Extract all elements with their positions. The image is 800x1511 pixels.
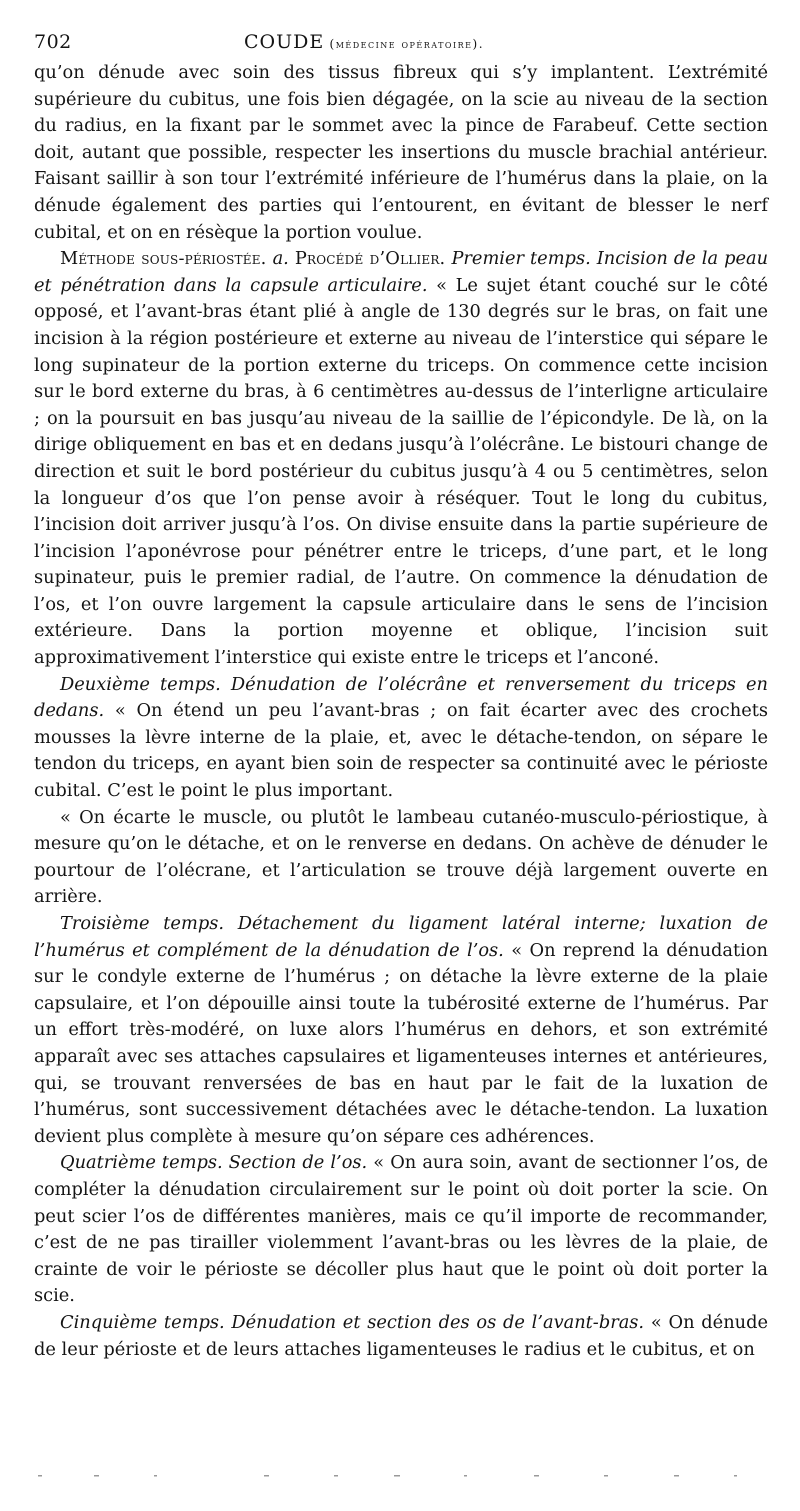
- step-text-fourth: « On aura soin, avant de sectionner l’os, de compléter la dénudation circulairement sur le point où doit porter la scie. On peut scier l’os de différentes manières, mais ce qu’il importe de recommander, c’est de ne pas tirailler violemment l’avant-bras ou les lèvres de la plaie, de crainte de voir le périoste se décoller plus haut que le point où doit porter la scie.: [34, 1152, 769, 1307]
- step-heading-third: Troisième temps. Détachement du ligament latéral interne; luxation de l’humérus et complément de la dénudation de l’os.: [34, 913, 768, 961]
- paragraph-fifth-step: [34, 1310, 768, 1363]
- running-title-main: COUDE: [244, 31, 325, 53]
- paragraph-third-step: [34, 911, 768, 1150]
- document-page: [34, 30, 768, 1510]
- step-text-first: « Le sujet étant couché sur le côté opposé, et l’avant-bras étant plié à angle de 130 degrés sur le bras, on fait une incision à la région postérieure et externe au niveau de l’interstice qui sépare le long supinateur de la portion externe du triceps. On commence cette incision sur le bord externe du bras, à 6 centimètres au-dessus de l’interligne articulaire ; on la poursuit en bas jusqu’au niveau de la saillie de l’épicondyle. De là, on la dirige obliquement en bas et en dedans jusqu’à l’olécrâne. Le bistouri change de direction et suit le bord postérieur du cubitus jusqu’à 4 ou 5 centimètres, selon la longueur d’os que l’on pense avoir à réséquer. Tout le long du cubitus, l’incision doit arriver jusqu’à l’os. On divise ensuite dans la partie supérieure de l’incision l’aponévrose pour pénétrer entre le triceps, d’une part, et le long supinateur, puis le premier radial, de l’autre. On commence la dénudation de l’os, et l’on ouvre largement la capsule articulaire dans le sens de l’incision extérieure. Dans la portion moyenne et oblique, l’incision suit approximativement l’interstice qui existe entre le triceps et l’anconé.: [34, 274, 768, 669]
- paragraph-second-step: [34, 672, 768, 805]
- step-heading-second: Deuxième temps. Dénudation de l’olécrâne et renversement du triceps en dedans.: [34, 673, 768, 722]
- step-heading-fifth: Cinquième temps. Dénudation et section des os de l’avant-bras.: [60, 1311, 645, 1333]
- paragraph-subperiosteal-method: [34, 246, 768, 672]
- paragraph-second-step-continued: « On écarte le muscle, ou plutôt le lambeau cutanéo-musculo-périostique, à mesure qu’on le détache, et on le renverse en dedans. On achève de dénuder le pourtour de l’olécrane, et l’articulation se trouve déjà largement ouverte en arrière.: [34, 806, 768, 908]
- paragraph-fourth-step: [34, 1150, 768, 1310]
- page-number: 702: [34, 31, 72, 53]
- procedure-letter: a.: [272, 248, 289, 270]
- paragraph-continuation: qu’on dénude avec soin des tissus fibreux qui s’y implantent. L’extrémité supérieure du cubitus, une fois bien dégagée, on la scie au niveau de la section du radius, en la fixant par le sommet avec la pince de Farabeuf. Cette section doit, autant que possible, respecter les insertions du muscle brachial antérieur. Faisant saillir à son tour l’extrémité inférieure de l’humérus dans la plaie, on la dénude également des parties qui l’entourent, en évitant de blesser le nerf cubital, et on en résèque la portion voulue.: [34, 62, 768, 243]
- running-title-close: ).: [472, 37, 485, 51]
- scan-speckle-decoration: [34, 1470, 768, 1482]
- running-title: [244, 30, 484, 56]
- running-title-open: (: [324, 37, 336, 51]
- step-text-second: « On étend un peu l’avant-bras ; on fait écarter avec des crochets mousses la lèvre interne de la plaie, et, avec le détache-tendon, on sépare le tendon du triceps, en ayant bien soin de respecter sa continuité avec le périoste cubital. C’est le point le plus important.: [34, 700, 768, 802]
- procedure-name: Procédé d’Ollier.: [294, 248, 446, 270]
- running-title-subtitle: médecine opératoire: [335, 37, 473, 51]
- running-head: [34, 30, 768, 60]
- step-text-fifth: « On dénude de leur périoste et de leurs attaches ligamenteuses le radius et le cubitus, et on: [34, 1311, 769, 1360]
- method-label: Méthode sous-périostée.: [60, 248, 267, 270]
- step-heading-first: Premier temps. Incision de la peau et pénétration dans la capsule articulaire.: [34, 248, 769, 296]
- step-text-third: « On reprend la dénudation sur le condyle externe de l’humérus ; on détache la lèvre externe de la plaie capsulaire, et l’on dépouille ainsi toute la tubérosité externe de l’humérus. Par un effort très-modéré, on luxe alors l’humérus en dehors, et son extrémité apparaît avec ses attaches capsulaires et ligamenteuses internes et antérieures, qui, se trouvant renversées de bas en haut par le fait de la luxation de l’humérus, sont successivement détachées avec le détache-tendon. La luxation devient plus complète à mesure qu’on sépare ces adhérences.: [34, 939, 768, 1147]
- body-text: [34, 60, 768, 1363]
- step-heading-fourth: Quatrième temps. Section de l’os.: [60, 1152, 368, 1174]
